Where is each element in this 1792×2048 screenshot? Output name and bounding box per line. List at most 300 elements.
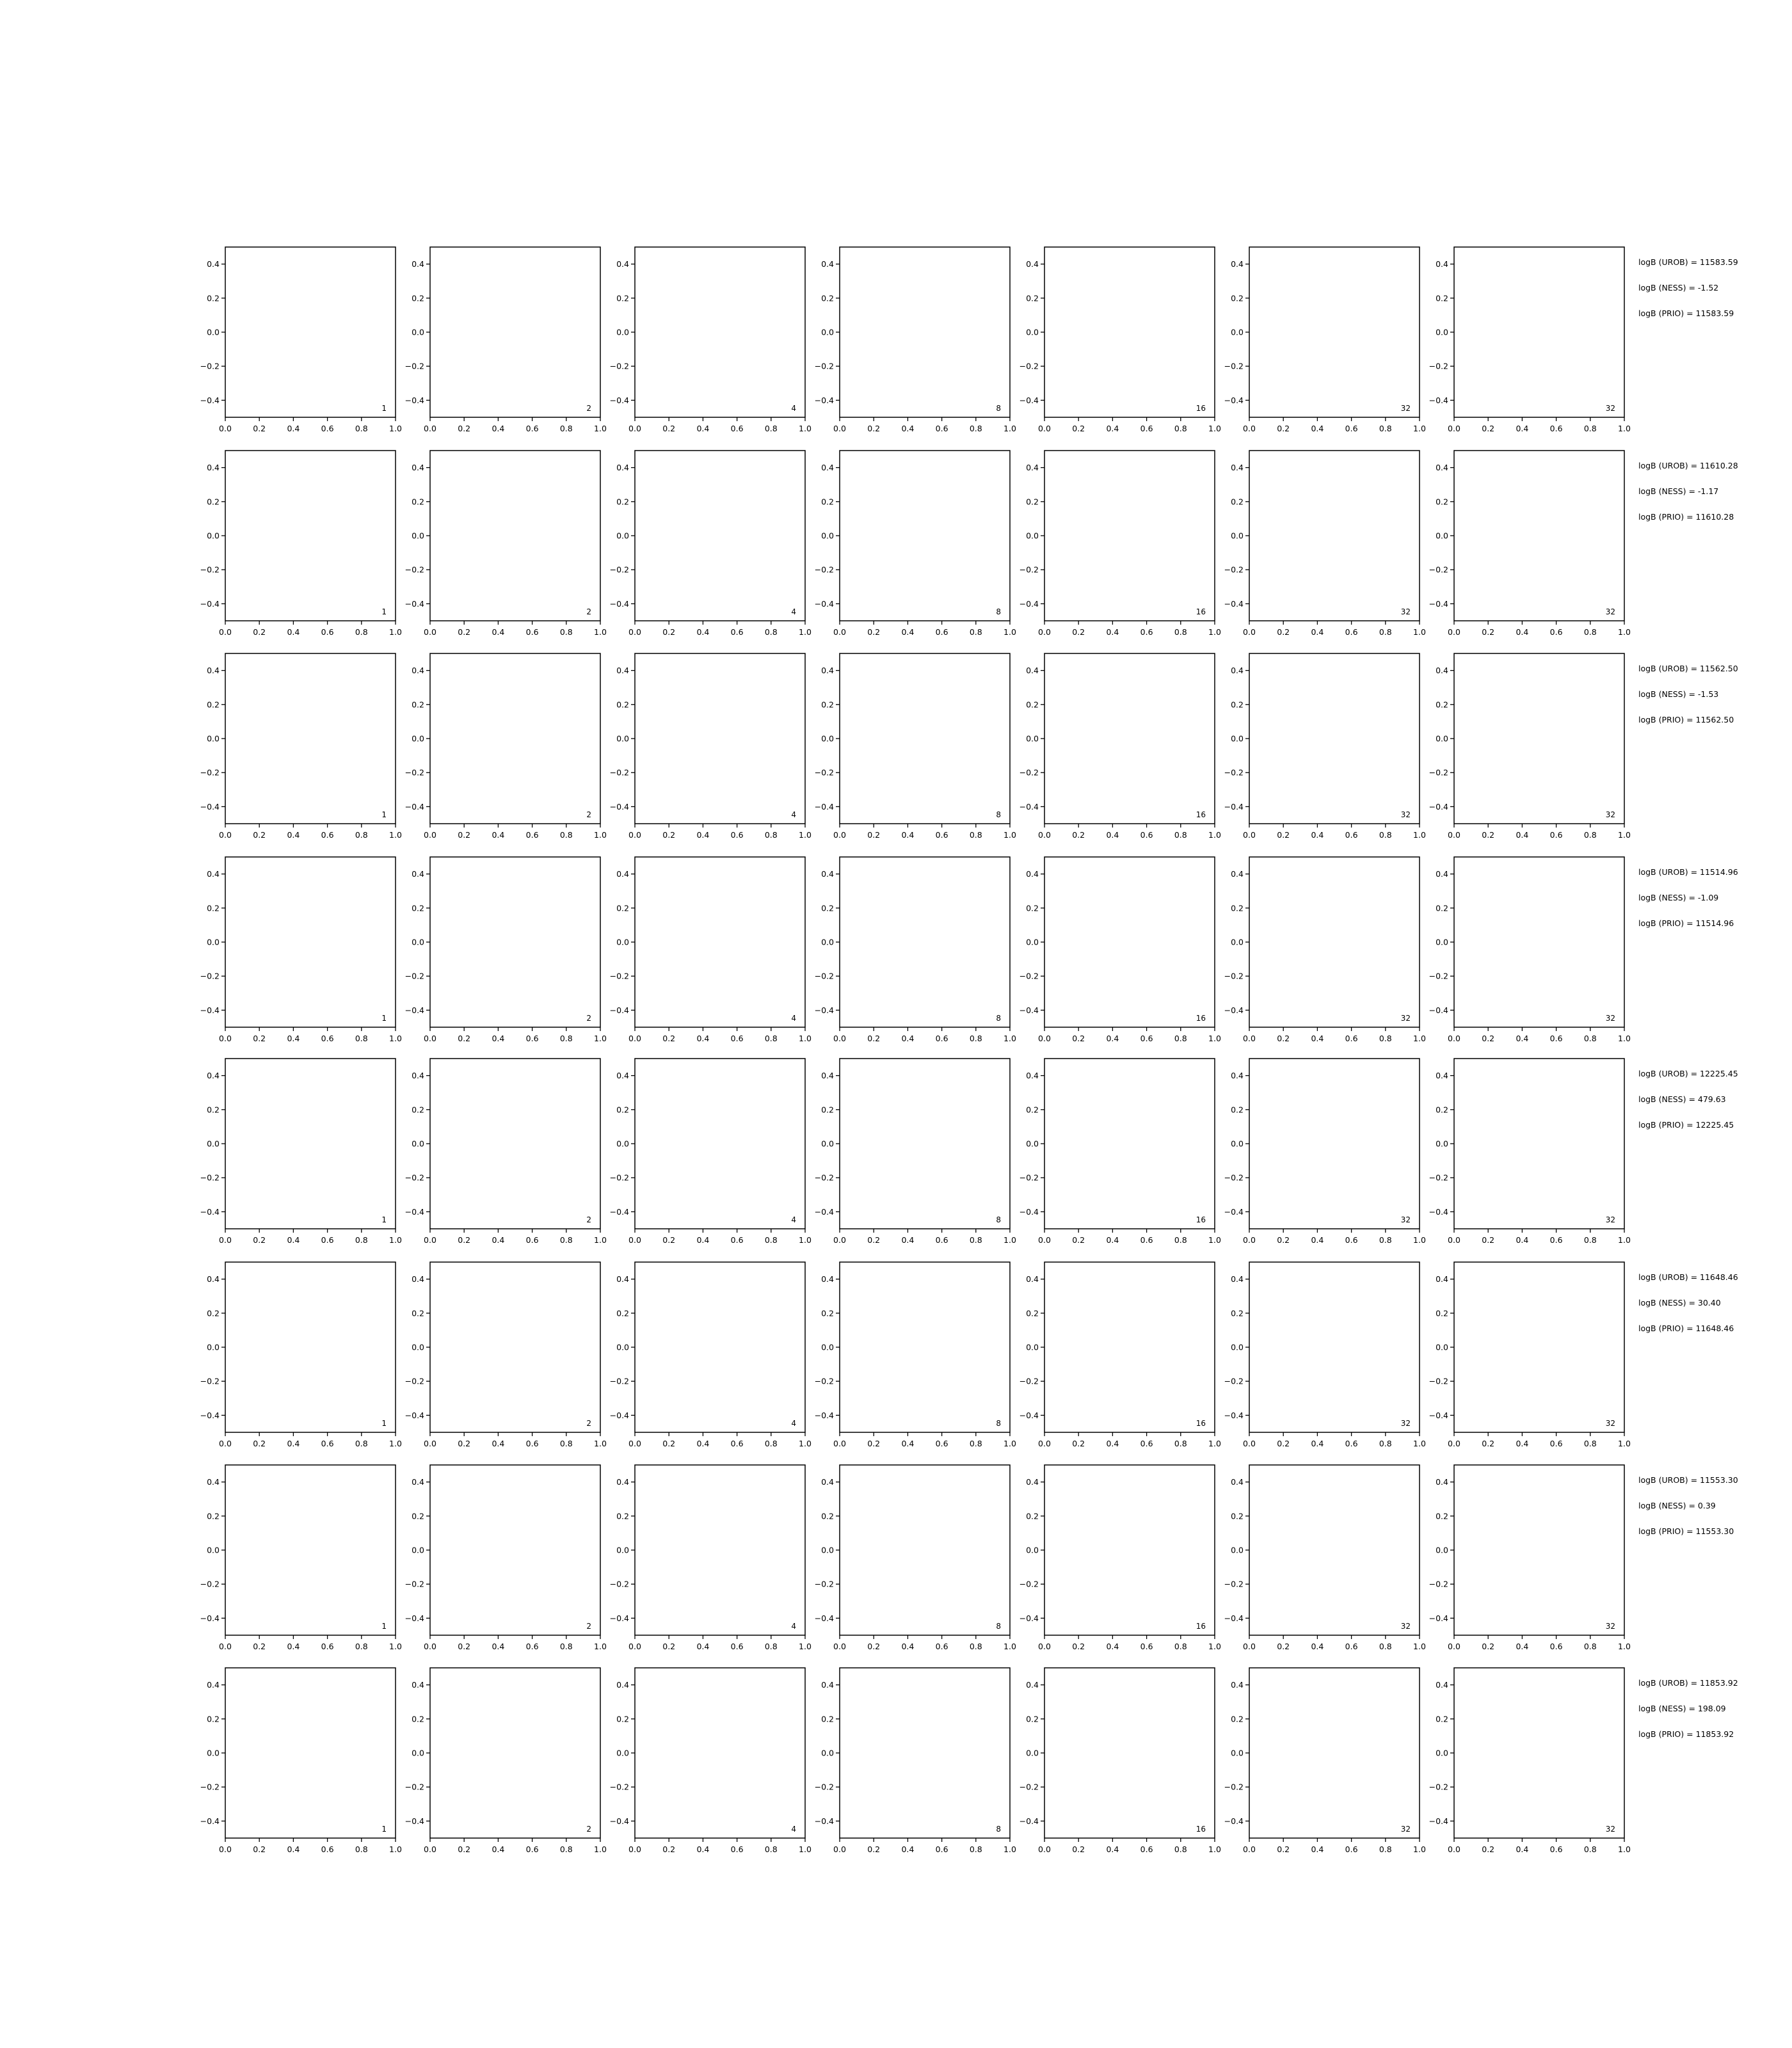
filled-region — [250, 264, 376, 387]
contour-line — [430, 1628, 600, 1633]
y-tick-label: 0.4 — [821, 259, 834, 269]
contour-line — [225, 397, 396, 403]
contour-panel — [1429, 1045, 1631, 1245]
x-tick-label: 0.6 — [525, 627, 539, 637]
x-tick-label: 1.0 — [1618, 1642, 1631, 1651]
contour-line — [430, 869, 600, 876]
axes-frame — [225, 1668, 396, 1838]
filled-region — [1269, 684, 1406, 797]
filled-region — [863, 1491, 989, 1611]
x-tick-label: 0.2 — [1482, 1439, 1495, 1448]
panel-label: 32 — [1605, 1215, 1615, 1224]
contour-line — [1338, 916, 1361, 934]
axes-frame — [635, 1465, 805, 1635]
y-tick-label: 0.4 — [207, 666, 220, 676]
y-tick-label: −0.4 — [1428, 1005, 1448, 1015]
y-tick-label: 0.2 — [412, 1105, 424, 1115]
panel-label: 16 — [1196, 404, 1206, 413]
contour-line — [430, 601, 600, 607]
contour-panel — [815, 247, 1021, 433]
contour-line — [454, 899, 582, 988]
contour-line — [632, 1257, 808, 1435]
y-tick-label: 0.4 — [1231, 1680, 1244, 1690]
x-tick-label: 0.0 — [219, 1844, 232, 1854]
filled-region — [1039, 453, 1222, 625]
contour-line — [708, 1683, 780, 1820]
panel-label: 32 — [1400, 1622, 1411, 1631]
contour-line — [430, 259, 600, 266]
x-tick-label: 0.4 — [1311, 1439, 1324, 1448]
x-tick-label: 0.2 — [458, 1642, 471, 1651]
contour-line — [430, 1615, 600, 1622]
x-tick-label: 0.8 — [764, 1034, 778, 1043]
x-tick-label: 0.8 — [969, 1235, 982, 1245]
axes-frame — [1249, 1262, 1420, 1432]
filled-region — [225, 852, 396, 1036]
x-tick-label: 0.8 — [764, 1642, 778, 1651]
contour-line — [840, 1478, 1010, 1484]
y-tick-label: 0.2 — [1436, 1308, 1448, 1318]
y-tick-label: 0.0 — [616, 1545, 629, 1555]
axes-frame — [430, 247, 600, 417]
contour-line — [1454, 601, 1624, 607]
logb-annotation: logB (PRIO) = 11610.28 — [1638, 512, 1734, 522]
contour-line — [1249, 260, 1420, 266]
x-tick-label: 0.0 — [1448, 424, 1460, 433]
x-tick-label: 1.0 — [389, 1034, 402, 1043]
contour-panel — [405, 1251, 608, 1449]
axes-frame — [430, 653, 600, 824]
logb-annotation: logB (UROB) = 11553.30 — [1638, 1475, 1738, 1485]
y-tick-label: 0.0 — [1436, 1748, 1448, 1758]
x-tick-label: 0.2 — [1482, 1642, 1495, 1651]
y-tick-label: 0.2 — [207, 1511, 220, 1521]
filled-region — [1242, 655, 1422, 831]
logb-annotation: logB (PRIO) = 11583.59 — [1638, 308, 1734, 318]
filled-region — [868, 472, 1004, 596]
filled-region — [1073, 876, 1192, 1005]
contour-line — [933, 1699, 961, 1804]
panel-label: 4 — [791, 1825, 796, 1834]
axes-frame — [1044, 1668, 1215, 1838]
panel-label: 32 — [1605, 607, 1615, 616]
axes-frame — [1044, 451, 1215, 621]
filled-region — [1479, 882, 1604, 1000]
contour-line — [1454, 259, 1624, 266]
x-tick-label: 0.0 — [1243, 830, 1256, 840]
y-tick-label: −0.4 — [1019, 1206, 1039, 1217]
filled-region — [1314, 1668, 1399, 1838]
y-tick-label: 0.2 — [207, 293, 220, 303]
y-tick-label: 0.0 — [821, 1748, 834, 1758]
y-tick-label: 0.4 — [821, 463, 834, 473]
x-tick-label: 0.2 — [458, 830, 471, 840]
y-tick-label: 0.2 — [1026, 1308, 1039, 1318]
marker-x — [1412, 1341, 1423, 1353]
x-tick-label: 1.0 — [1004, 424, 1016, 433]
filled-region — [1274, 268, 1393, 394]
y-tick-label: 0.2 — [1436, 1105, 1448, 1115]
y-tick-label: 0.4 — [1231, 1071, 1244, 1081]
y-tick-label: −0.4 — [1428, 1410, 1448, 1420]
contour-line — [1249, 451, 1420, 456]
x-tick-label: 1.0 — [1208, 1235, 1221, 1245]
contour-line — [1249, 816, 1420, 820]
contour-line — [645, 700, 788, 781]
y-tick-label: −0.4 — [200, 1816, 220, 1826]
filled-region — [1099, 1059, 1184, 1229]
contour-line — [474, 891, 580, 991]
x-tick-label: 0.6 — [730, 1235, 744, 1245]
y-tick-label: −0.2 — [609, 361, 629, 371]
contour-panel — [1429, 1256, 1636, 1448]
x-tick-label: 0.8 — [969, 1642, 982, 1651]
x-tick-label: 0.2 — [1277, 1034, 1290, 1043]
x-tick-label: 1.0 — [799, 1439, 812, 1448]
x-tick-label: 0.6 — [1345, 424, 1358, 433]
axes-frame — [1454, 1059, 1624, 1229]
x-tick-label: 1.0 — [1413, 1034, 1426, 1043]
y-tick-label: 0.2 — [821, 903, 834, 913]
x-tick-label: 0.8 — [1379, 1235, 1392, 1245]
contour-line — [840, 260, 1010, 266]
y-tick-label: −0.2 — [814, 1782, 834, 1792]
panel-label: 32 — [1400, 404, 1411, 413]
x-tick-label: 0.0 — [628, 830, 641, 840]
x-tick-label: 0.8 — [1174, 830, 1187, 840]
contour-line — [840, 398, 1010, 404]
y-tick-label: −0.4 — [1019, 1005, 1039, 1015]
contour-panel — [610, 643, 812, 840]
x-tick-label: 0.0 — [424, 1034, 436, 1043]
logb-annotation: logB (NESS) = 30.40 — [1638, 1298, 1721, 1308]
y-tick-label: −0.2 — [1428, 1172, 1448, 1183]
filled-region — [1109, 1668, 1194, 1838]
y-tick-label: −0.4 — [814, 1410, 834, 1420]
logb-annotation: logB (NESS) = 0.39 — [1638, 1501, 1716, 1510]
x-tick-label: 0.6 — [321, 1235, 334, 1245]
contour-line — [1106, 510, 1130, 527]
y-tick-label: 0.4 — [207, 463, 220, 473]
filled-region — [1454, 1668, 1624, 1838]
x-tick-label: 0.2 — [1277, 830, 1290, 840]
x-tick-label: 0.0 — [219, 1034, 232, 1043]
y-tick-label: −0.2 — [1019, 1782, 1039, 1792]
filled-region — [1245, 239, 1419, 420]
contour-line — [1556, 713, 1580, 730]
x-tick-label: 1.0 — [594, 1235, 607, 1245]
x-tick-label: 0.2 — [1277, 1844, 1290, 1854]
contour-panel — [1224, 239, 1426, 433]
contour-line — [1249, 870, 1420, 876]
x-tick-label: 0.6 — [1140, 1439, 1153, 1448]
contour-line — [225, 1628, 396, 1631]
y-tick-label: −0.4 — [609, 1410, 629, 1420]
filled-region — [643, 1665, 821, 1844]
x-tick-label: 1.0 — [799, 1642, 812, 1651]
y-tick-label: −0.2 — [404, 767, 424, 778]
panel-label: 1 — [381, 1419, 387, 1428]
contour-line — [443, 292, 584, 373]
y-tick-label: −0.4 — [404, 1613, 424, 1623]
y-tick-label: 0.4 — [412, 1071, 424, 1081]
contour-line — [1547, 1195, 1555, 1229]
x-tick-label: 0.2 — [662, 1844, 676, 1854]
y-tick-label: 0.0 — [1436, 1545, 1448, 1555]
contour-line — [1044, 1476, 1215, 1482]
contour-line — [430, 859, 600, 863]
contour-panel — [1224, 1045, 1426, 1245]
x-tick-label: 0.0 — [1038, 1235, 1051, 1245]
x-tick-label: 1.0 — [1413, 424, 1426, 433]
contour-line — [886, 276, 979, 383]
contour-line — [1358, 744, 1386, 785]
x-tick-label: 0.0 — [833, 1235, 846, 1245]
y-tick-label: 0.4 — [821, 1477, 834, 1487]
x-tick-label: 0.2 — [662, 627, 676, 637]
x-tick-label: 1.0 — [594, 1642, 607, 1651]
x-tick-label: 0.6 — [1140, 1844, 1153, 1854]
contour-line — [430, 817, 600, 821]
filled-region — [1249, 1668, 1420, 1838]
x-tick-label: 1.0 — [1208, 1439, 1221, 1448]
axes-frame — [1454, 857, 1624, 1027]
contour-line — [1563, 744, 1590, 785]
x-tick-label: 0.6 — [1345, 627, 1358, 637]
filled-region — [1242, 858, 1427, 1027]
y-tick-label: 0.2 — [821, 700, 834, 710]
contour-line — [1454, 1467, 1624, 1471]
y-tick-label: 0.2 — [616, 1714, 629, 1724]
axes-frame — [840, 1262, 1010, 1432]
x-tick-label: 0.0 — [1448, 1844, 1460, 1854]
y-tick-label: 0.4 — [207, 1274, 220, 1284]
x-tick-label: 0.0 — [833, 1034, 846, 1043]
y-tick-label: 0.0 — [1026, 1748, 1039, 1758]
x-tick-label: 0.4 — [901, 1235, 915, 1245]
contour-line — [247, 697, 378, 783]
y-tick-label: −0.2 — [814, 767, 834, 778]
x-tick-label: 0.6 — [525, 1034, 539, 1043]
contour-line — [1454, 463, 1624, 469]
y-tick-label: 0.4 — [412, 869, 424, 879]
contour-line — [728, 1195, 735, 1229]
y-tick-label: −0.2 — [1019, 1579, 1039, 1589]
contour-panel — [1224, 857, 1428, 1043]
contour-panel — [1429, 1668, 1631, 1854]
x-tick-label: 0.0 — [424, 627, 436, 637]
x-tick-label: 0.0 — [628, 1235, 641, 1245]
contour-line — [1454, 1007, 1624, 1014]
axes-frame — [1249, 1059, 1420, 1229]
contour-line — [263, 284, 383, 386]
contour-line — [289, 1070, 364, 1212]
marker-x — [1556, 1778, 1567, 1789]
x-tick-label: 0.0 — [1243, 627, 1256, 637]
marker-x — [1351, 1778, 1363, 1789]
x-tick-label: 0.8 — [1583, 830, 1597, 840]
contour-line — [1249, 858, 1420, 862]
contour-line — [855, 902, 996, 985]
contour-panel — [815, 449, 1016, 637]
filled-region — [1042, 241, 1216, 424]
contour-line — [1249, 803, 1420, 810]
contour-line — [1468, 698, 1610, 778]
y-tick-label: −0.4 — [609, 1206, 629, 1217]
contour-line — [1262, 1304, 1380, 1386]
contour-line — [443, 496, 586, 575]
contour-line — [1342, 1195, 1350, 1229]
x-tick-label: 1.0 — [1208, 830, 1221, 840]
panel-label: 4 — [791, 607, 796, 616]
x-tick-label: 0.4 — [901, 1844, 915, 1854]
y-tick-label: 0.4 — [616, 259, 629, 269]
x-tick-label: 0.2 — [1482, 424, 1495, 433]
y-tick-label: 0.0 — [616, 1139, 629, 1149]
contour-panel — [200, 1462, 404, 1651]
contour-panel — [815, 648, 1016, 840]
contour-line — [635, 248, 805, 252]
y-tick-label: 0.4 — [821, 1274, 834, 1284]
x-tick-label: 0.0 — [833, 1844, 846, 1854]
contour-line — [227, 1283, 395, 1400]
y-tick-label: 0.2 — [1436, 700, 1448, 710]
x-tick-label: 0.8 — [355, 830, 368, 840]
x-tick-label: 0.2 — [867, 1439, 881, 1448]
x-tick-label: 0.8 — [1583, 1642, 1597, 1651]
panel-label: 8 — [996, 810, 1001, 819]
axes-frame — [635, 1059, 805, 1229]
filled-region — [1045, 852, 1222, 1030]
x-tick-label: 0.2 — [458, 1034, 471, 1043]
y-tick-label: −0.4 — [1428, 395, 1448, 405]
y-tick-label: −0.4 — [200, 1206, 220, 1217]
x-tick-label: 0.6 — [730, 1439, 744, 1448]
contour-line — [451, 698, 585, 782]
y-tick-label: −0.2 — [200, 564, 220, 575]
y-tick-label: −0.4 — [404, 1816, 424, 1826]
logb-annotation: logB (NESS) = 198.09 — [1638, 1704, 1726, 1713]
contour-line — [1153, 744, 1181, 785]
marker-x — [223, 1582, 234, 1594]
y-tick-label: 0.4 — [616, 869, 629, 879]
x-tick-label: 0.0 — [628, 1439, 641, 1448]
contour-line — [1454, 817, 1624, 821]
x-tick-label: 0.0 — [1038, 424, 1051, 433]
x-tick-label: 1.0 — [389, 830, 402, 840]
y-tick-label: −0.4 — [200, 1410, 220, 1420]
x-tick-label: 0.6 — [935, 1642, 948, 1651]
x-tick-label: 0.6 — [1549, 1034, 1563, 1043]
contour-line — [840, 1008, 1010, 1014]
x-tick-label: 0.0 — [1243, 1034, 1256, 1043]
contour-line — [453, 1288, 586, 1404]
y-tick-label: 0.2 — [1231, 1105, 1244, 1115]
x-tick-label: 0.2 — [1072, 424, 1085, 433]
contour-panel — [815, 1045, 1016, 1245]
contour-panel — [610, 1462, 812, 1651]
panel-label: 2 — [586, 1014, 591, 1023]
contour-line — [1508, 1503, 1587, 1607]
filled-region — [1485, 672, 1599, 797]
contour-line — [1454, 859, 1624, 863]
y-tick-label: −0.4 — [1224, 1410, 1244, 1420]
contour-line — [651, 903, 789, 990]
contour-panel — [200, 650, 402, 840]
contour-line — [739, 1702, 746, 1736]
marker-x — [1042, 1582, 1053, 1594]
contour-line — [225, 870, 396, 876]
contour-line — [635, 868, 805, 875]
x-tick-label: 0.0 — [628, 627, 641, 637]
contour-line — [264, 484, 375, 594]
x-tick-label: 0.4 — [492, 1034, 505, 1043]
x-tick-label: 0.6 — [321, 830, 334, 840]
axes-frame — [635, 247, 805, 417]
x-tick-label: 0.8 — [1379, 424, 1392, 433]
y-tick-label: −0.2 — [404, 1376, 424, 1386]
y-tick-label: 0.4 — [412, 1477, 424, 1487]
y-tick-label: 0.2 — [207, 497, 220, 507]
filled-region — [251, 1481, 381, 1604]
contour-line — [635, 600, 805, 606]
x-tick-label: 0.4 — [901, 1439, 915, 1448]
contour-line — [635, 1466, 805, 1469]
y-tick-label: −0.4 — [1428, 801, 1448, 812]
contour-panel — [405, 445, 607, 637]
y-tick-label: 0.4 — [1436, 259, 1448, 269]
y-tick-label: 0.0 — [821, 1545, 834, 1555]
y-tick-label: 0.0 — [207, 1545, 220, 1555]
panel-label: 32 — [1605, 810, 1615, 819]
contour-panel — [200, 243, 402, 434]
y-tick-label: 0.2 — [1231, 1714, 1244, 1724]
x-tick-label: 0.0 — [1448, 1235, 1460, 1245]
x-tick-label: 0.8 — [355, 1844, 368, 1854]
x-tick-label: 0.0 — [628, 1642, 641, 1651]
x-tick-label: 0.8 — [969, 1439, 982, 1448]
panel-label: 2 — [586, 607, 591, 616]
x-tick-label: 0.4 — [1106, 1235, 1119, 1245]
contour-line — [1454, 869, 1624, 876]
contour-line — [1044, 1466, 1215, 1471]
y-tick-label: −0.2 — [200, 361, 220, 371]
contour-line — [1322, 1045, 1370, 1243]
x-tick-label: 0.6 — [935, 1034, 948, 1043]
y-tick-label: 0.4 — [1436, 463, 1448, 473]
y-tick-label: 0.2 — [207, 1105, 220, 1115]
x-tick-label: 1.0 — [594, 1844, 607, 1854]
x-tick-label: 0.8 — [764, 424, 778, 433]
contour-line — [225, 666, 396, 673]
y-tick-label: 0.4 — [1231, 259, 1244, 269]
y-tick-label: −0.2 — [1019, 1172, 1039, 1183]
contour-line — [1249, 1466, 1420, 1470]
contour-line — [1044, 397, 1215, 403]
contour-line — [1138, 1699, 1165, 1804]
contour-panel — [610, 1059, 817, 1245]
panel-label: 8 — [996, 1419, 1001, 1428]
axes-frame — [635, 857, 805, 1027]
contour-line — [225, 463, 396, 470]
contour-line — [225, 260, 396, 266]
contour-line — [1249, 1020, 1420, 1023]
x-tick-label: 0.6 — [321, 1034, 334, 1043]
contour-line — [237, 1062, 385, 1203]
marker-x — [1146, 1778, 1158, 1789]
filled-region — [1448, 1256, 1636, 1443]
contour-panel — [405, 854, 607, 1043]
